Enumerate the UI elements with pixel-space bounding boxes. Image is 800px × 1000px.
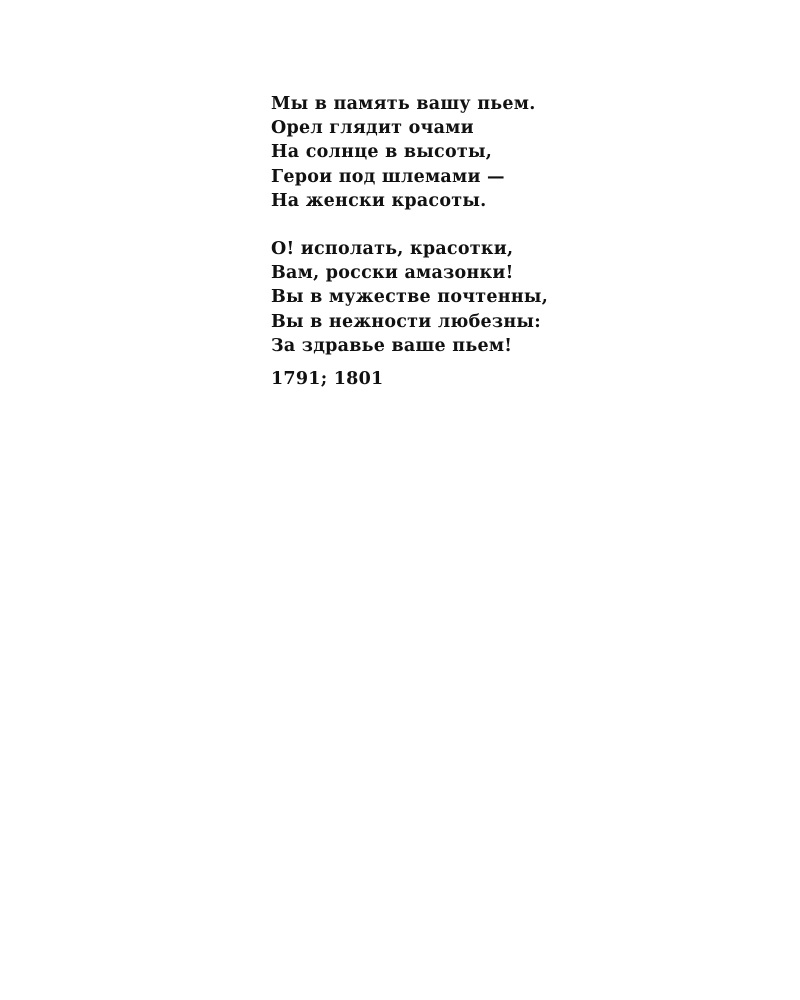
poem-line: Мы в память вашу пьем. bbox=[271, 94, 536, 114]
poem-stanza-2 bbox=[271, 237, 731, 358]
poem-line: О! исполать, красотки, bbox=[271, 238, 514, 259]
poem-line: Вы в нежности любезны: bbox=[271, 311, 541, 332]
poem-line: На солнце в высоты, bbox=[271, 142, 493, 163]
poem-date: 1791; 1801 bbox=[271, 368, 384, 389]
poem-line: За здравье ваше пьем! bbox=[271, 335, 513, 356]
poem-line: Герои под шлемами — bbox=[271, 166, 505, 187]
poem-text bbox=[271, 92, 731, 391]
poem-stanza-1 bbox=[271, 92, 731, 213]
poem-line: На женски красоты. bbox=[271, 190, 487, 211]
poem-line: Орел глядит очами bbox=[271, 118, 474, 139]
poem-line: Вы в мужестве почтенны, bbox=[271, 287, 549, 308]
poem-line: Вам, росски амазонки! bbox=[271, 263, 514, 284]
